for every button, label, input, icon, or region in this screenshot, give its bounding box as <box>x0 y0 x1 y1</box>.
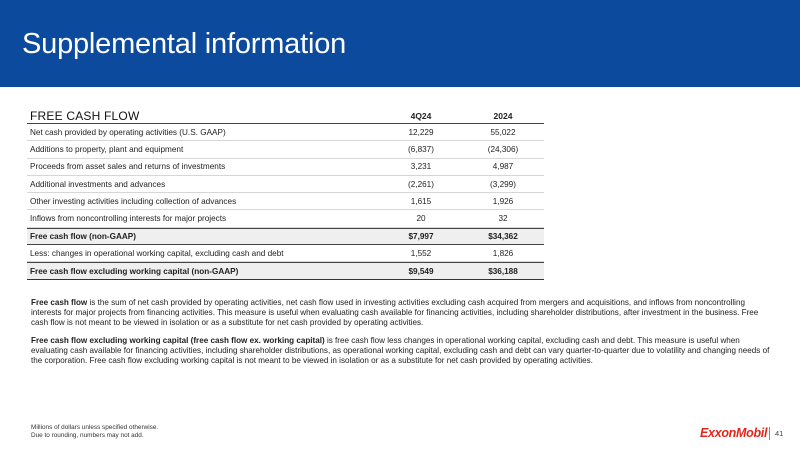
value-4q24: 1,552 <box>410 248 432 258</box>
table-title: FREE CASH FLOW <box>30 109 140 123</box>
value-2024: (24,306) <box>487 144 519 154</box>
row-label: Other investing activities including collection of advances <box>30 196 237 206</box>
table-header <box>27 104 544 124</box>
exxonmobil-logo: ExxonMobil <box>700 426 768 440</box>
value-4q24: 20 <box>416 214 426 224</box>
value-4q24: (2,261) <box>408 179 434 189</box>
footnote-rounding: Due to rounding, numbers may not add. <box>31 432 144 439</box>
value-4q24: 3,231 <box>410 162 432 172</box>
column-header-2024: 2024 <box>493 111 513 121</box>
definition-free-cash-flow-ex-wc <box>31 336 773 366</box>
page-number: 41 <box>775 429 784 438</box>
footnote-units: Millions of dollars unless specified otherwise. <box>31 424 159 431</box>
row-label: Proceeds from asset sales and returns of investments <box>30 162 226 172</box>
term-free-cash-flow-ex-wc: Free cash flow excluding working capital (free cash flow ex. working capital) <box>31 336 325 346</box>
term-free-cash-flow: Free cash flow <box>31 298 88 307</box>
definition-text: is the sum of net cash provided by operating activities, net cash flow used in investing activities excluding cash acquired from mergers and acquisitions, and inflows from noncontrolling interests for major projects from financing activities. This measure is useful when evaluating cash available for financing activities, including shareholder distributions, after investment in the business. Free cash flow is not meant to be viewed in isolation or as a substitute for net cash provided by operating activities. <box>31 298 759 328</box>
value-4q24: (6,837) <box>408 144 434 154</box>
row-label: Additional investments and advances <box>30 179 166 189</box>
value-2024: $36,188 <box>488 266 518 276</box>
value-2024: 32 <box>498 214 508 224</box>
column-header-4q24: 4Q24 <box>410 111 432 121</box>
definition-text: is free cash flow less changes in operational working capital, excluding cash and debt. This measure is useful when evaluating cash available for financing activities, including shareholder distributions, as operational working capital, excluding cash and debt can vary quarter-to-quarter due to volatility and changing needs of the corporation. Free cash flow excluding working capital is not meant to be viewed in isolation or as a substitute for net cash provided by operating activities. <box>31 336 770 366</box>
row-label: Less: changes in operational working capital, excluding cash and debt <box>30 248 284 258</box>
row-label: Inflows from noncontrolling interests for major projects <box>30 214 227 224</box>
value-2024: 1,926 <box>492 196 514 206</box>
page-title: Supplemental information <box>22 28 347 60</box>
definitions <box>31 298 773 375</box>
value-2024: 4,987 <box>492 162 514 172</box>
value-4q24: 12,229 <box>408 127 434 137</box>
value-2024: $34,362 <box>488 231 518 241</box>
row-label: Free cash flow excluding working capital (non-GAAP) <box>30 266 239 276</box>
table-row <box>27 262 544 279</box>
table-row <box>27 228 544 245</box>
free-cash-flow-table <box>27 104 544 280</box>
table-row <box>27 245 544 262</box>
table-row <box>27 124 544 141</box>
table-body <box>27 124 544 280</box>
value-4q24: $9,549 <box>408 266 434 276</box>
value-2024: 1,826 <box>492 248 514 258</box>
table-row <box>27 159 544 176</box>
table-row <box>27 141 544 158</box>
value-2024: 55,022 <box>490 127 516 137</box>
row-label: Additions to property, plant and equipment <box>30 144 184 154</box>
table-row <box>27 176 544 193</box>
divider <box>769 427 770 440</box>
value-4q24: 1,615 <box>410 196 432 206</box>
row-label: Net cash provided by operating activities (U.S. GAAP) <box>30 127 226 137</box>
table-row <box>27 193 544 210</box>
definition-free-cash-flow <box>31 298 773 328</box>
value-4q24: $7,997 <box>408 231 434 241</box>
value-2024: (3,299) <box>490 179 516 189</box>
footnote <box>31 424 158 440</box>
table-row <box>27 210 544 227</box>
title-bar <box>0 0 800 87</box>
row-label: Free cash flow (non-GAAP) <box>30 231 136 241</box>
